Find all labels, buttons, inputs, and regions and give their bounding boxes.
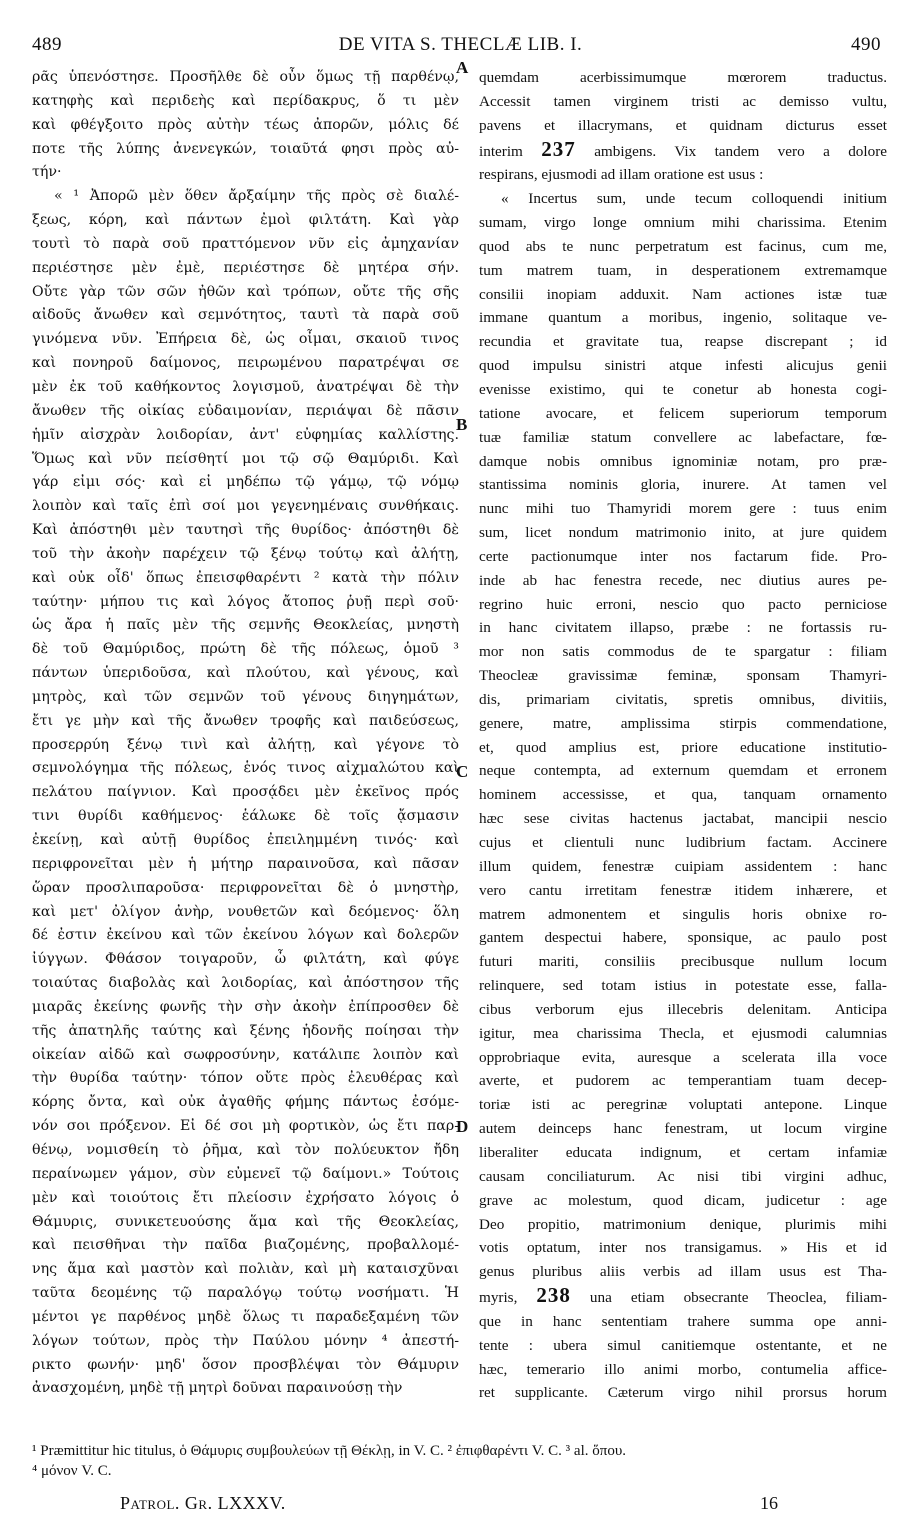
latin-line: sum, licet nondum matrimonio inito, at jure quidem — [479, 524, 887, 542]
greek-line: κόρης ὄντα, καὶ οὐκ ἀγαθῆς φήμης πάντως ἐσόμε- — [32, 1094, 459, 1111]
greek-line: αἰδοῦς ἄνωθεν καὶ σεμνότητος, ταυτὶ τὰ παρὰ σοῦ — [32, 307, 459, 324]
section-marker-b: B — [456, 415, 468, 434]
latin-line: cujus et clientuli nunc ludibrium factam. Accinere — [479, 834, 887, 851]
latin-line: stantissima nominis gloria, inurere. At tamen vel — [479, 476, 887, 494]
latin-line: relinquere, sed totam istius in potestate esse, falla- — [479, 977, 887, 995]
latin-line: toriæ isti ac peregrinæ voluptati antepone. Linque — [479, 1096, 887, 1114]
latin-line: mor non satis commodus de te spargatur : filiam — [479, 643, 887, 661]
greek-line: ἔτι γε μὴν καὶ τῆς ἄνωθεν τροφῆς καὶ παιδεύσεως, — [32, 712, 459, 729]
section-marker-d: D — [456, 1117, 469, 1136]
running-title: DE VITA S. THECLÆ LIB. I. — [338, 34, 583, 55]
greek-line: μὲν ἐκ τοῦ καθήκοντος λογισμοῦ, ἀνατρέψαι δὲ τὴν — [32, 378, 459, 395]
greek-line: ξεως, κόρη, καὶ πάντων ἐμοὶ φιλτάτη. Καὶ γὰρ — [32, 212, 459, 229]
greek-line: γάρ εἰμι σός· καὶ εἰ μηδέπω τῷ γάμῳ, τῷ νόμῳ — [32, 474, 459, 491]
greek-line: Ὅμως καὶ νῦν πείσθητί μοι τῷ σῷ Θαμύριδι. Καὶ — [32, 450, 459, 467]
greek-line: νόν σοι πρόξενον. Εἰ δέ σοι μὴ φορτικὸν, ὡς ἔτι παρ- — [32, 1118, 459, 1135]
latin-line: hæc, temerario illo animi morbo, contumelia affice- — [479, 1360, 887, 1378]
latin-line: que in hanc sententiam trahere summa ope anni- — [479, 1312, 887, 1330]
latin-line: genere, matre, amplissima stirpis commendatione, — [479, 714, 887, 732]
latin-line: genus pluribus aliis verbis ad illam usus est Tha- — [479, 1263, 887, 1281]
greek-line: καὶ οὐκ οἶδ' ὅπως ἐπεισφθαρέντι ² κατὰ τὴν πόλιν — [32, 569, 459, 586]
greek-line: τῆς ἀπατηλῆς ταύτης καὶ ξένης ἡδονῆς ποίησαι τὴν — [32, 1022, 459, 1039]
latin-line: illum quidem, fenestræ cuipiam assidentem : hanc — [479, 857, 887, 875]
latin-line: Accessit tamen virginem tristi ac demisso vultu, — [479, 92, 887, 110]
latin-line: recundia et gravitate tua, reapse discrepant ; id — [479, 333, 887, 351]
greek-line: ὡς ἄρα ἡ παῖς μὲν τῆς σεμνῆς Θεοκλείας, μνηστὴ — [32, 617, 459, 634]
greek-line: περιφρονεῖται μὲν ἡ μήτηρ παραινοῦσα, καὶ πᾶσαν — [32, 855, 459, 872]
greek-line: τοιαύτας διαβολὰς καὶ λοιδορίας, καὶ ἀπόστησον τῆς — [32, 975, 459, 992]
latin-line: Deo propitio, matrimonium denique, plurimis mihi — [479, 1215, 887, 1233]
latin-line: tente : ubera simul canitiemque ostentante, et ne — [479, 1336, 887, 1354]
latin-line: tum matrem tuam, in desperationem extremamque — [479, 261, 887, 279]
latin-fragment: ambigens. Vix tandem vero a dolore — [594, 142, 888, 160]
latin-line: sumam, virgo longe omnium mihi charissima. Etenim — [479, 214, 887, 232]
greek-line: ταῦτα δεομένης τῷ παραλόγῳ τούτῳ νοσήματι. Ἡ — [32, 1285, 459, 1302]
greek-line: πάντων ὑπεριδοῦσα, καὶ πλούτου, καὶ γένους, καὶ — [32, 665, 459, 682]
greek-line: κατηφὴς καὶ περιδεὴς καὶ περίδακρυς, ὅ τι μὲν — [32, 92, 459, 109]
greek-line: Θάμυρις, συνικετευούσης ἅμα καὶ τῆς Θεοκλείας, — [32, 1213, 459, 1230]
footer-volume: Patrol. Gr. LXXXV. — [120, 1493, 286, 1513]
latin-line: vero cantu irretitam fenestræ itidem inhærere, et — [479, 881, 887, 899]
latin-line: certe pactionumque inter nos factarum fide. Pro- — [479, 547, 887, 565]
greek-line: ταύτην· μήπου τις καὶ λόγος ἄτοπος ῥυῇ περὶ σοῦ· — [32, 593, 459, 610]
greek-line: Οὔτε γὰρ τῶν σῶν ἠθῶν καὶ τρόπων, οὔτε τῆς σῆς — [32, 283, 459, 300]
greek-line: ποτε τῆς λύπης ἀνενεγκών, τοιαῦτά φησι πρὸς αὐ- — [32, 140, 459, 157]
greek-line: δέ ἐστιν ἐκείνου καὶ τῶν ἐκείνου λόγων καὶ δολερῶν — [32, 927, 459, 944]
original-page-marker: 238 — [536, 1283, 571, 1308]
greek-line: ρᾶς ὑπενόστησε. Προσῆλθε δὲ οὖν ὅμως τῇ παρθένῳ, — [32, 69, 459, 85]
page-number-right: 490 — [851, 34, 881, 55]
greek-line: τουτὶ τὸ παρὰ σοῦ πραττόμενον νῦν εἰς ἀμηχανίαν — [32, 235, 459, 252]
latin-line: in hanc civitatem illapso, præbe : ne fortassis ru- — [479, 619, 887, 637]
greek-line: μὲν καὶ τοιούτοις ἔτι πλείοσιν ἐχρήσατο λόγοις ὁ — [32, 1189, 459, 1206]
greek-line: ἄνωθεν τῆς οἰκίας εὐδαιμονίαν, περιάψαι δὲ πᾶσιν — [32, 402, 459, 419]
greek-line: περαίνωμεν γάμον, σὺν εὐμενεῖ τῷ δαίμονι.» Τούτοις — [32, 1165, 459, 1182]
latin-line: futuri mariti, consiliis precibusque nullum locum — [479, 953, 887, 971]
latin-line: causam conciliaturum. Ac nisi tibi virgini adhuc, — [479, 1167, 887, 1185]
greek-line: νης ἅμα καὶ μαστὸν καὶ πολιὰν, καὶ μὴ καταισχῦναι — [32, 1261, 459, 1278]
greek-line: σεμνολόγημα τῆς πόλεως, ἑνός τινος αἰχμαλώτου καὶ — [32, 760, 459, 777]
latin-line: inde ab hac fenestra recede, nec diutius aures pe- — [479, 571, 887, 589]
greek-line: ἐκείνῃ, καὶ αὐτῇ θυρίδος ἐπειλημμένη τινός· καὶ — [32, 832, 459, 848]
latin-line: hominem accessisse, et qua, tanquam ornamento — [479, 786, 887, 804]
latin-line: votis optatum, inter nos transigamus. » His et id — [479, 1239, 887, 1257]
latin-line: regrino huic erroni, nescio quo pacto perniciose — [479, 595, 887, 613]
latin-line: quod impulsu sinistri atque infesti alicujus genii — [479, 357, 887, 375]
latin-line: damque nobis omnibus ignominiæ notam, pro præ- — [479, 452, 887, 470]
section-marker-c: C — [456, 762, 469, 781]
latin-line: nunc mihi tuo Thamyridi morem gere : tuus enim — [479, 500, 887, 518]
latin-line: quod abs te nunc perpetratum est facinus, cum me, — [479, 237, 887, 255]
greek-line: περιέστησε μὲν ἐμὲ, περιέστησε δὲ μητέρα σήν. — [32, 259, 459, 276]
greek-line: ἀνασχομένη, μηδὲ τῇ μητρὶ δοῦναι παραινούσῃ τὴν — [32, 1380, 403, 1397]
greek-line: λοιπὸν καὶ ταῖς ἐπὶ σοί μοι γεγενημέναις συνθήκαις. — [32, 498, 459, 515]
latin-line — [479, 138, 887, 164]
latin-line: dis, primariam civitatis, spretis omnibus, divitiis, — [479, 690, 887, 708]
latin-line: hæc sese civitas hactenus jactabat, mancipii nescio — [479, 810, 887, 828]
page-number-left: 489 — [32, 34, 62, 55]
greek-line: καὶ πονηροῦ δαίμονος, πειρωμένου παρατρέψαι σε — [32, 355, 459, 372]
latin-line: cibus verborum ejus illecebris delenitam. Anticipa — [479, 1000, 887, 1018]
latin-line: et, quod amplius est, priore educatione institutio- — [479, 738, 887, 756]
footnote-line-1: ¹ Præmittitur hic titulus, ὁ Θάμυρις συμβουλεύων τῇ Θέκλῃ, in V. C. ² ἐπιφθαρέντι V. C. ³ al. ὅπου. — [32, 1443, 627, 1459]
greek-line: τὴν θυρίδα ταύτην· τόπον οὔτε πρὸς ἐλευθέρας καὶ — [32, 1070, 459, 1087]
greek-line: γινόμενα νῦν. Ἐπήρεια δὲ, ὡς οἶμαι, σκαιοῦ τινος — [32, 331, 459, 348]
original-page-marker: 237 — [541, 136, 576, 161]
latin-line: igitur, mea charissima Thecla, et ejusmodi calumnias — [479, 1024, 887, 1042]
latin-line: grave ac molestum, quod dicam, judicetur : age — [479, 1191, 887, 1209]
greek-line: καὶ μετ' ὀλίγον ἀνὴρ, νουθετῶν καὶ δεόμενος· ὅλη — [32, 903, 459, 920]
greek-line: θένῳ, νομισθείη τὸ ῥῆμα, καὶ τὸν πολύευκτον ἤδη — [32, 1141, 459, 1158]
latin-text-column — [479, 66, 887, 1405]
greek-line: « ¹ Ἀπορῶ μὲν ὅθεν ἄρξαίμην τῆς πρὸς σὲ διαλέ- — [54, 188, 459, 205]
latin-line: gantem despectui habere, sponsique, ac paulo post — [479, 929, 887, 947]
latin-line: Theocleæ gravissimæ feminæ, sponsam Thamyri- — [479, 667, 887, 685]
greek-line: προσερρύη ξένῳ τινὶ καὶ ἀλήτῃ, καὶ γέγονε τὸ — [32, 736, 459, 753]
greek-line: Καὶ ἀπόστηθι μὲν ταυτησὶ τῆς θυρίδος· ἀπόστηθι δὲ — [32, 522, 459, 539]
latin-line: liberaliter educata indignum, et certam infamiæ — [479, 1143, 887, 1161]
latin-line: opprobriaque evita, auresque a scelerata illa voce — [479, 1048, 887, 1066]
greek-line: τινι θυρίδι καθήμενος· ἑάλωκε δὲ τοῖς ᾄσμασιν — [32, 808, 459, 825]
greek-line: ρικτο φωνήν· μηδ' ὅσον προσβλέψαι τὸν Θάμυριν — [32, 1356, 459, 1373]
latin-line: « Incertus sum, unde tecum colloquendi initium — [501, 190, 887, 208]
latin-line: consilii inopiam adduxit. Nam actiones istæ tuæ — [479, 285, 887, 303]
latin-fragment: myris, — [479, 1289, 518, 1307]
latin-line: autem deinceps hanc fenestram, ut locum virgine — [479, 1120, 887, 1138]
footnote-line-2: ⁴ μόνον V. C. — [32, 1463, 112, 1479]
greek-line: ἡμῖν αἰσχρὰν λοιδορίαν, ἀντ' εὐφημίας καλλίστης. — [32, 426, 459, 443]
latin-line: immane quantum a moribus, ingenio, solitaque ve- — [479, 309, 887, 327]
greek-line: οἰκείαν αἰδῶ καὶ σωφροσύνην, κατάλιπε λοιπὸν καὶ — [32, 1046, 459, 1063]
latin-fragment: interim — [479, 142, 523, 160]
latin-line: pavens et illacrymans, et quidnam dicturus esset — [479, 116, 887, 134]
latin-line: averte, et pudorem ac temperantiam tuam decep- — [479, 1072, 887, 1090]
section-marker-a: A — [456, 58, 469, 77]
latin-line: respirans, ejusmodi ad illam oratione est usus : — [479, 166, 764, 184]
latin-fragment: una etiam obsecrante Theoclea, filiam- — [589, 1289, 887, 1307]
greek-line: τήν· — [32, 164, 62, 181]
greek-line: μητρὸς, καὶ τῶν σεμνῶν τοῦ γένους διηγημάτων, — [32, 688, 459, 705]
greek-line: λόγων τούτων, πρὸς τὴν Παύλου μόνην ⁴ ἀπεστή- — [32, 1332, 459, 1349]
latin-line: tatione avocare, et felicem superiorum temporum — [479, 404, 887, 422]
greek-line: ἰύγγων. Φθάσον τοιγαροῦν, ὦ φιλτάτη, καὶ φύγε — [32, 951, 459, 968]
greek-line: πελάτου παίγνιον. Καὶ προσᾴδει μὲν ἐκεῖνος πρός — [32, 784, 459, 801]
latin-line — [479, 1284, 887, 1310]
latin-line: matrem admonentem et singulis horis obnixe ro- — [479, 905, 887, 923]
greek-text-column — [32, 66, 459, 1401]
latin-line: evenisse existimo, qui te conetur ab honesta cogi- — [479, 380, 887, 398]
greek-line: καὶ πεισθῆναι τὴν παῖδα βιαζομένης, προβαλλομέ- — [32, 1237, 459, 1254]
greek-line: μιαρᾶς ἐκείνης φωνῆς τὴν σὴν ἀκοὴν ἐπίπροσθεν δὲ — [32, 998, 459, 1015]
latin-line: tuæ familiæ statum convellere ac labefactare, fœ- — [479, 428, 887, 446]
greek-line: μέντοι γε παρθένος μηδὲ ὅλως τι παραδεξαμένη τῶν — [32, 1308, 459, 1325]
greek-line: δὲ τοῦ Θαμύριδος, πρώτη δὲ τῆς πόλεως, ὁμοῦ ³ — [32, 641, 459, 658]
latin-line: ret supplicante. Cæterum virgo nihil prorsus horum — [479, 1384, 887, 1402]
greek-line: καὶ φθέγξοιτο πρὸς αὐτὴν τέως ἀπορῶν, μόλις δέ — [32, 116, 459, 133]
latin-line: neque contempta, ad externum quemdam et erronem — [479, 762, 887, 780]
greek-line: ὥραν προσλιπαροῦσα· περιφρονεῖται δὲ ὁ μνηστὴρ, — [32, 879, 459, 896]
latin-line: quemdam acerbissimumque mœrorem traductus. — [479, 69, 887, 86]
footer-signature: 16 — [760, 1493, 778, 1513]
greek-line: τοῦ τὴν ἀκοὴν παρέχειν τῷ ξένῳ τούτῳ καὶ ἀλήτῃ, — [32, 545, 459, 562]
